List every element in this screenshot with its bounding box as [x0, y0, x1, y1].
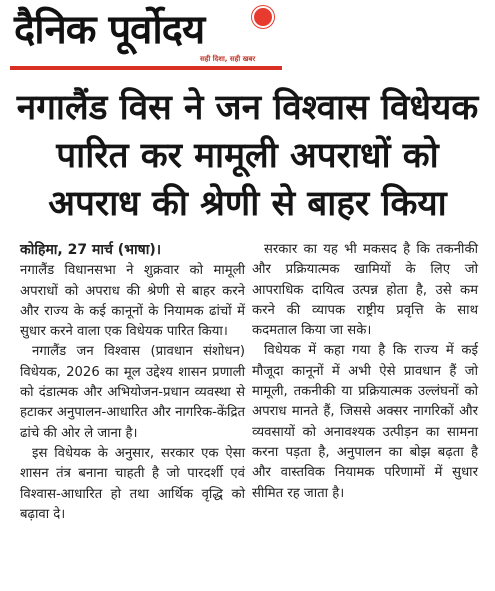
logo-sun-icon	[252, 6, 274, 28]
article-lead-text: नगालैंड विधानसभा ने शुक्रवार को मामूली अपराधों को अपराध की श्रेणी से बाहर करने और राज्य के कई कानूनों के नियामक ढांचों में सुधार करने वाला एक विधेयक पारित किया।	[20, 263, 245, 340]
article-lead	[20, 240, 245, 342]
newspaper-logo: दैनिक पूर्वोदय	[14, 7, 205, 53]
article-column-left	[20, 240, 245, 525]
masthead	[0, 0, 495, 72]
article-paragraph: विधेयक में कहा गया है कि राज्य में कई मौजूदा कानूनों में अभी ऐसे प्रावधान हैं जो मामूली, तकनीकी या प्रक्रियात्मक उल्लंघनों को अपराध मानते हैं, जिससे अक्सर नागरिकों और व्यवसायों को अनावश्यक उत्पीड़न का सामना करना पड़ता है, अनुपालन का बोझ बढ़ता है और वास्तविक नियामक परिणामों में सुधार सीमित रह जाता है।	[252, 343, 478, 501]
masthead-rule	[10, 66, 282, 70]
article-headline: नगालैंड विस ने जन विश्वास विधेयक पारित कर मामूली अपराधों को अपराध की श्रेणी से बाहर किया	[16, 88, 479, 224]
newspaper-tagline: सही दिशा, सही खबर	[200, 55, 256, 63]
article-column-right	[252, 240, 478, 504]
article-paragraph: नगालैंड जन विश्वास (प्रावधान संशोधन) विधेयक, 2026 का मूल उद्देश्य शासन प्रणाली को दंडात्मक और अभियोजन-प्रधान व्यवस्था से हटाकर अनुपालन-आधारित और नागरिक-केंद्रित ढांचे की ओर ले जाना है।	[20, 344, 245, 441]
article-dateline: कोहिमा, 27 मार्च (भाषा)।	[20, 242, 162, 258]
article-paragraph: सरकार का यह भी मकसद है कि तकनीकी और प्रक्रियात्मक खामियों के लिए जो आपराधिक दायित्व उत्पन्न होता है, उसे कम करने की व्यापक राष्ट्रीय प्रवृत्ति के साथ कदमताल किया जा सके।	[252, 242, 478, 339]
article-paragraph: इस विधेयक के अनुसार, सरकार एक ऐसा शासन तंत्र बनाना चाहती है जो पारदर्शी एवं विश्वास-आधारित हो तथा आर्थिक वृद्धि को बढ़ावा दे।	[20, 445, 245, 522]
